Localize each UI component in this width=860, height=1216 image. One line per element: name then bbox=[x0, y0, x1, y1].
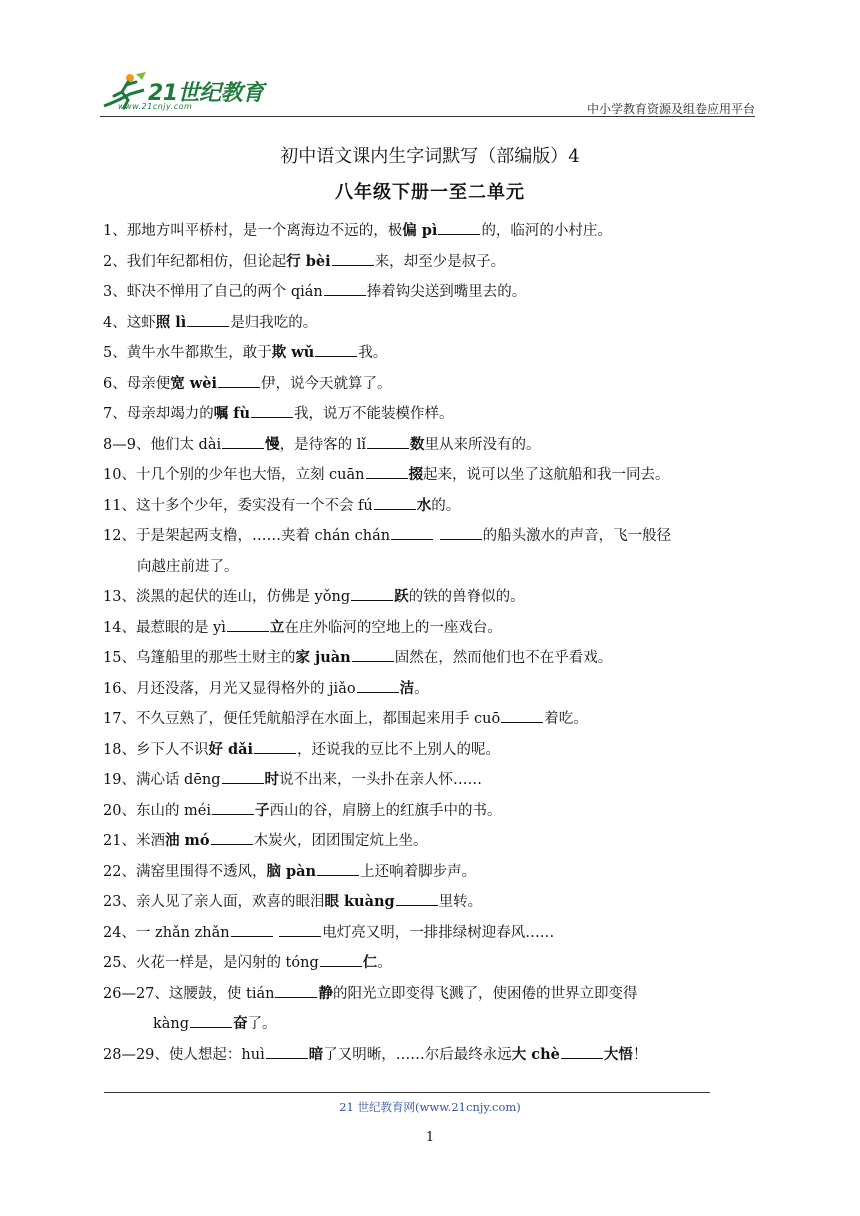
question-item: 8—9、他们太 dài 慢，是待客的 lǐ 数里从来所没有的。 bbox=[103, 435, 541, 453]
question-item: 21、米酒油 mó 木炭火，团团围定炕上坐。 bbox=[103, 832, 428, 849]
question-item: 20、东山的 méi 子西山的谷，肩膀上的红旗手中的书。 bbox=[103, 801, 502, 819]
platform-name: 中小学教育资源及组卷应用平台 bbox=[586, 102, 755, 116]
answer-blank[interactable] bbox=[190, 1013, 232, 1028]
question-item: 2、我们年纪都相仿，但论起行 bèi 来，却至少是叔子。 bbox=[103, 252, 506, 270]
question-item: 23、亲人见了亲人面，欢喜的眼泪眼 kuàng 里转。 bbox=[103, 893, 483, 910]
question-item: 4、这虾照 lì 是归我吃的。 bbox=[103, 313, 318, 331]
answer-blank[interactable] bbox=[266, 1044, 308, 1059]
answer-blank[interactable] bbox=[438, 220, 480, 235]
question-item: 11、这十多个少年，委实没有一个不会 fú 水的。 bbox=[103, 496, 461, 514]
question-item: 12、于是架起两支橹，……夹着 chán chán 的船头激水的声音，飞一般径 向越庄前进了。 bbox=[103, 521, 768, 582]
answer-blank[interactable] bbox=[351, 586, 393, 601]
answer-blank[interactable] bbox=[222, 769, 264, 784]
question-item: 22、满窑里围得不透风，脑 pàn 上还响着脚步声。 bbox=[103, 862, 477, 880]
answer-blank[interactable] bbox=[374, 495, 416, 510]
answer-blank[interactable] bbox=[315, 342, 357, 357]
answer-blank[interactable] bbox=[251, 403, 293, 418]
answer-blank[interactable] bbox=[367, 434, 409, 449]
answer-blank[interactable] bbox=[227, 617, 269, 632]
question-item: 6、母亲便宽 wèi 伊，说今天就算了。 bbox=[103, 374, 392, 392]
question-item: 28—29、使人想起：huì 暗了又明晰，……尔后最终永远大 chè 大悟！ bbox=[103, 1045, 648, 1063]
answer-blank[interactable] bbox=[218, 373, 260, 388]
question-item: 7、母亲却竭力的嘱 fù 我，说万不能装模作样。 bbox=[103, 405, 454, 422]
answer-blank[interactable] bbox=[320, 952, 362, 967]
answer-blank[interactable] bbox=[254, 739, 296, 754]
question-item: 13、淡黑的起伏的连山，仿佛是 yǒng 跃的铁的兽脊似的。 bbox=[103, 588, 525, 605]
answer-blank[interactable] bbox=[324, 281, 366, 296]
question-item: 18、乡下人不识好 dǎi ，还说我的豆比不上别人的呢。 bbox=[103, 740, 501, 758]
answer-blank[interactable] bbox=[317, 861, 359, 876]
answer-blank[interactable] bbox=[366, 464, 408, 479]
answer-blank[interactable] bbox=[396, 891, 438, 906]
question-item: 16、月还没落，月光又显得格外的 jiǎo 洁。 bbox=[103, 679, 429, 697]
question-item: 17、不久豆熟了，便任凭航船浮在水面上，都围起来用手 cuō 着吃。 bbox=[103, 704, 768, 735]
answer-blank[interactable] bbox=[352, 647, 394, 662]
question-item: 5、黄牛水牛都欺生，敢于欺 wǔ 我。 bbox=[103, 344, 388, 361]
question-item: 25、火花一样是，是闪射的 tóng 仁。 bbox=[103, 954, 392, 971]
footer-divider bbox=[104, 1092, 710, 1093]
answer-blank[interactable] bbox=[501, 708, 543, 723]
question-list bbox=[103, 216, 768, 1070]
page-number: 1 bbox=[425, 1130, 435, 1145]
page-header bbox=[100, 70, 755, 117]
question-item: 14、最惹眼的是 yì 立在庄外临河的空地上的一座戏台。 bbox=[103, 618, 502, 636]
logo bbox=[100, 70, 270, 116]
question-item: 26—27、这腰鼓，使 tián 静的阳光立即变得飞溅了，使困倦的世界立即变得 kàng 奋了。 bbox=[103, 984, 638, 1032]
answer-blank[interactable] bbox=[211, 830, 253, 845]
answer-blank[interactable] bbox=[391, 525, 433, 540]
question-item: 15、乌篷船里的那些土财主的家 juàn 固然在，然而他们也不在乎看戏。 bbox=[103, 649, 613, 666]
answer-blank[interactable] bbox=[212, 800, 254, 815]
answer-blank[interactable] bbox=[440, 525, 482, 540]
answer-blank[interactable] bbox=[231, 922, 273, 937]
page-title: 初中语文课内生字词默写（部编版）4 bbox=[280, 146, 580, 167]
answer-blank[interactable] bbox=[332, 251, 374, 266]
page-subtitle: 八年级下册一至二单元 bbox=[335, 182, 525, 203]
answer-blank[interactable] bbox=[279, 922, 321, 937]
question-item: 3、虾决不惮用了自己的两个 qián 捧着钩尖送到嘴里去的。 bbox=[103, 277, 768, 308]
question-item: 1、那地方叫平桥村，是一个离海边不远的，极偏 pì 的，临河的小村庄。 bbox=[103, 222, 612, 239]
answer-blank[interactable] bbox=[561, 1044, 603, 1059]
answer-blank[interactable] bbox=[275, 983, 317, 998]
question-item: 24、一 zhǎn zhǎn 电灯亮又明，一排排绿树迎春风…… bbox=[103, 918, 768, 949]
logo-text: 21世纪教育 bbox=[148, 81, 264, 106]
answer-blank[interactable] bbox=[357, 678, 399, 693]
footer-link[interactable]: 21 世纪教育网(www.21cnjy.com) bbox=[339, 1100, 521, 1114]
answer-blank[interactable] bbox=[222, 434, 264, 449]
logo-url: www.21cnjy.com bbox=[118, 102, 193, 111]
question-item: 10、十几个别的少年也大悟，立刻 cuān 掇起来，说可以坐了这航船和我一同去。 bbox=[103, 466, 670, 483]
answer-blank[interactable] bbox=[187, 312, 229, 327]
question-item: 19、满心话 dēng 时说不出来，一头扑在亲人怀…… bbox=[103, 771, 483, 788]
